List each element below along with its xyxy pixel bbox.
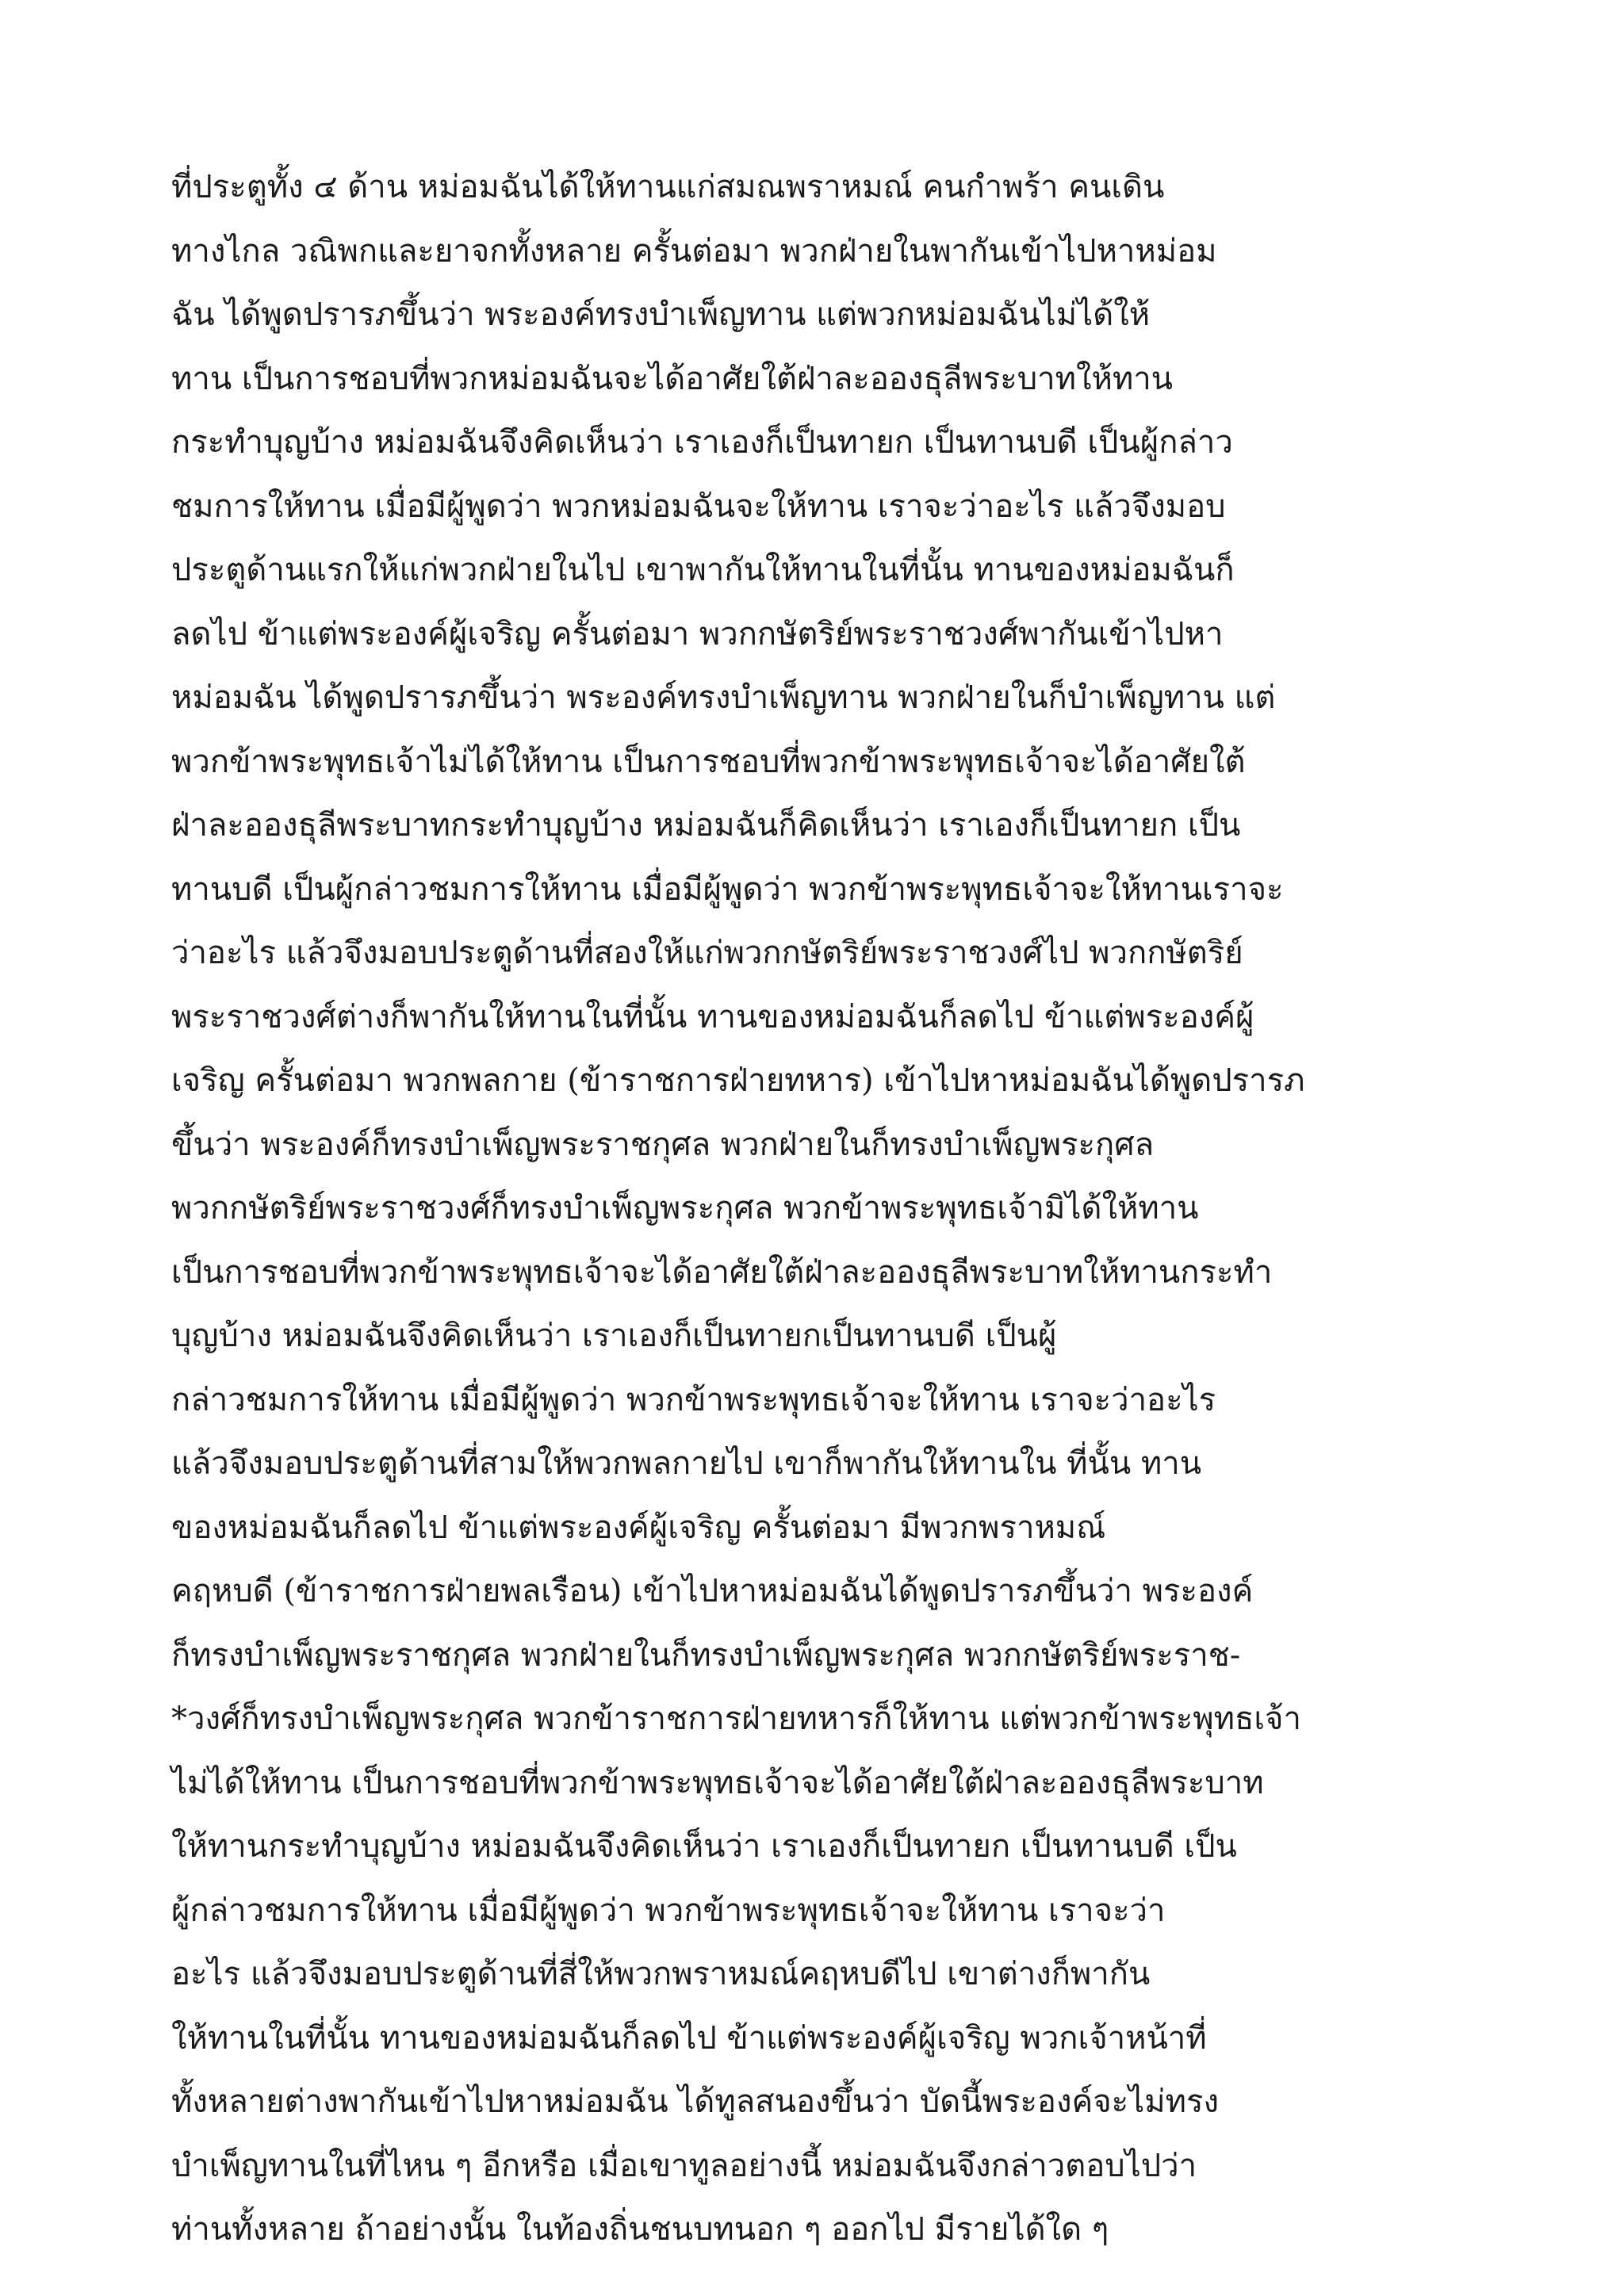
text-line: คฤหบดี (ข้าราชการฝ่ายพลเรือน) เข้าไปหาหม่อมฉันได้พูดปรารภขึ้นว่า พระองค์ xyxy=(171,1573,1254,1609)
text-line: ของหม่อมฉันก็ลดไป ข้าแต่พระองค์ผู้เจริญ ครั้นต่อมา มีพวกพราหมณ์ xyxy=(171,1509,1106,1546)
text-line: ชมการให้ทาน เมื่อมีผู้พูดว่า พวกหม่อมฉันจะให้ทาน เราจะว่าอะไร แล้วจึงมอบ xyxy=(171,488,1226,525)
text-line: กระทำบุญบ้าง หม่อมฉันจึงคิดเห็นว่า เราเองก็เป็นทายก เป็นทานบดี เป็นผู้กล่าว xyxy=(171,424,1233,461)
text-line: แล้วจึงมอบประตูด้านที่สามให้พวกพลกายไป เขาก็พากันให้ทานใน ที่นั้น ทาน xyxy=(171,1445,1202,1482)
text-line: ฝ่าละอองธุลีพระบาทกระทำบุญบ้าง หม่อมฉันก็คิดเห็นว่า เราเองก็เป็นทายก เป็น xyxy=(171,807,1241,844)
text-line: กล่าวชมการให้ทาน เมื่อมีผู้พูดว่า พวกข้าพระพุทธเจ้าจะให้ทาน เราจะว่าอะไร xyxy=(171,1381,1216,1418)
text-line: บุญบ้าง หม่อมฉันจึงคิดเห็นว่า เราเองก็เป็นทายกเป็นทานบดี เป็นผู้ xyxy=(171,1318,1057,1354)
text-line: ก็ทรงบำเพ็ญพระราชกุศล พวกฝ่ายในก็ทรงบำเพ็ญพระกุศล พวกกษัตริย์พระราช- xyxy=(171,1636,1241,1674)
text-line: ว่าอะไร แล้วจึงมอบประตูด้านที่สองให้แก่พวกกษัตริย์พระราชวงศ์ไป พวกกษัตริย์ xyxy=(171,935,1243,971)
text-line: หม่อมฉัน ได้พูดปรารภขึ้นว่า พระองค์ทรงบำเพ็ญทาน พวกฝ่ายในก็บำเพ็ญทาน แต่ xyxy=(171,679,1276,716)
body-text xyxy=(171,155,1503,2262)
text-line: ผู้กล่าวชมการให้ทาน เมื่อมีผู้พูดว่า พวกข้าพระพุทธเจ้าจะให้ทาน เราจะว่า xyxy=(171,1892,1166,1929)
text-line: เจริญ ครั้นต่อมา พวกพลกาย (ข้าราชการฝ่ายทหาร) เข้าไปหาหม่อมฉันได้พูดปรารภ xyxy=(171,1062,1305,1099)
text-line: ลดไป ข้าแต่พระองค์ผู้เจริญ ครั้นต่อมา พวกกษัตริย์พระราชวงศ์พากันเข้าไปหา xyxy=(171,615,1224,652)
text-line: ให้ทานในที่นั้น ทานของหม่อมฉันก็ลดไป ข้าแต่พระองค์ผู้เจริญ พวกเจ้าหน้าที่ xyxy=(171,2019,1207,2057)
text-line: ทางไกล วณิพกและยาจกทั้งหลาย ครั้นต่อมา พวกฝ่ายในพากันเข้าไปหาหม่อม xyxy=(171,232,1217,270)
text-line: ทั้งหลายต่างพากันเข้าไปหาหม่อมฉัน ได้ทูลสนองขึ้นว่า บัดนี้พระองค์จะไม่ทรง xyxy=(171,2084,1220,2120)
text-line: พวกข้าพระพุทธเจ้าไม่ได้ให้ทาน เป็นการชอบที่พวกข้าพระพุทธเจ้าจะได้อาศัยใต้ xyxy=(171,743,1246,780)
text-line: ที่ประตูทั้ง ๔ ด้าน หม่อมฉันได้ให้ทานแก่สมณพราหมณ์ คนกำพร้า คนเดิน xyxy=(171,169,1165,205)
text-line: พระราชวงศ์ต่างก็พากันให้ทานในที่นั้น ทานของหม่อมฉันก็ลดไป ข้าแต่พระองค์ผู้ xyxy=(171,998,1254,1035)
text-line: ประตูด้านแรกให้แก่พวกฝ่ายในไป เขาพากันให้ทานในที่นั้น ทานของหม่อมฉันก็ xyxy=(171,552,1235,588)
text-line: อะไร แล้วจึงมอบประตูด้านที่สี่ให้พวกพราหมณ์คฤหบดีไป เขาต่างก็พากัน xyxy=(171,1956,1151,1992)
text-line: บำเพ็ญทานในที่ไหน ๆ อีกหรือ เมื่อเขาทูลอย่างนี้ หม่อมฉันจึงกล่าวตอบไปว่า xyxy=(171,2147,1197,2184)
text-line: ไม่ได้ให้ทาน เป็นการชอบที่พวกข้าพระพุทธเจ้าจะได้อาศัยใต้ฝ่าละอองธุลีพระบาท xyxy=(171,1764,1264,1801)
text-line: ให้ทานกระทำบุญบ้าง หม่อมฉันจึงคิดเห็นว่า เราเองก็เป็นทายก เป็นทานบดี เป็น xyxy=(171,1828,1237,1865)
text-line: ขึ้นว่า พระองค์ก็ทรงบำเพ็ญพระราชกุศล พวกฝ่ายในก็ทรงบำเพ็ญพระกุศล xyxy=(171,1126,1155,1163)
text-line: ฉัน ได้พูดปรารภขึ้นว่า พระองค์ทรงบำเพ็ญทาน แต่พวกหม่อมฉันไม่ได้ให้ xyxy=(171,297,1151,333)
text-line: ท่านทั้งหลาย ถ้าอย่างนั้น ในท้องถิ่นชนบทนอก ๆ ออกไป มีรายได้ใด ๆ xyxy=(171,2211,1109,2248)
text-line: เป็นการชอบที่พวกข้าพระพุทธเจ้าจะได้อาศัยใต้ฝ่าละอองธุลีพระบาทให้ทานกระทำ xyxy=(171,1253,1273,1291)
text-line: ทานบดี เป็นผู้กล่าวชมการให้ทาน เมื่อมีผู้พูดว่า พวกข้าพระพุทธเจ้าจะให้ทานเราจะ xyxy=(171,871,1284,908)
text-line: ทาน เป็นการชอบที่พวกหม่อมฉันจะได้อาศัยใต้ฝ่าละอองธุลีพระบาทให้ทาน xyxy=(171,360,1174,397)
text-line: *วงศ์ก็ทรงบำเพ็ญพระกุศล พวกข้าราชการฝ่ายทหารก็ให้ทาน แต่พวกข้าพระพุทธเจ้า xyxy=(171,1701,1301,1737)
text-line: พวกกษัตริย์พระราชวงศ์ก็ทรงบำเพ็ญพระกุศล พวกข้าพระพุทธเจ้ามิได้ให้ทาน xyxy=(171,1190,1199,1226)
